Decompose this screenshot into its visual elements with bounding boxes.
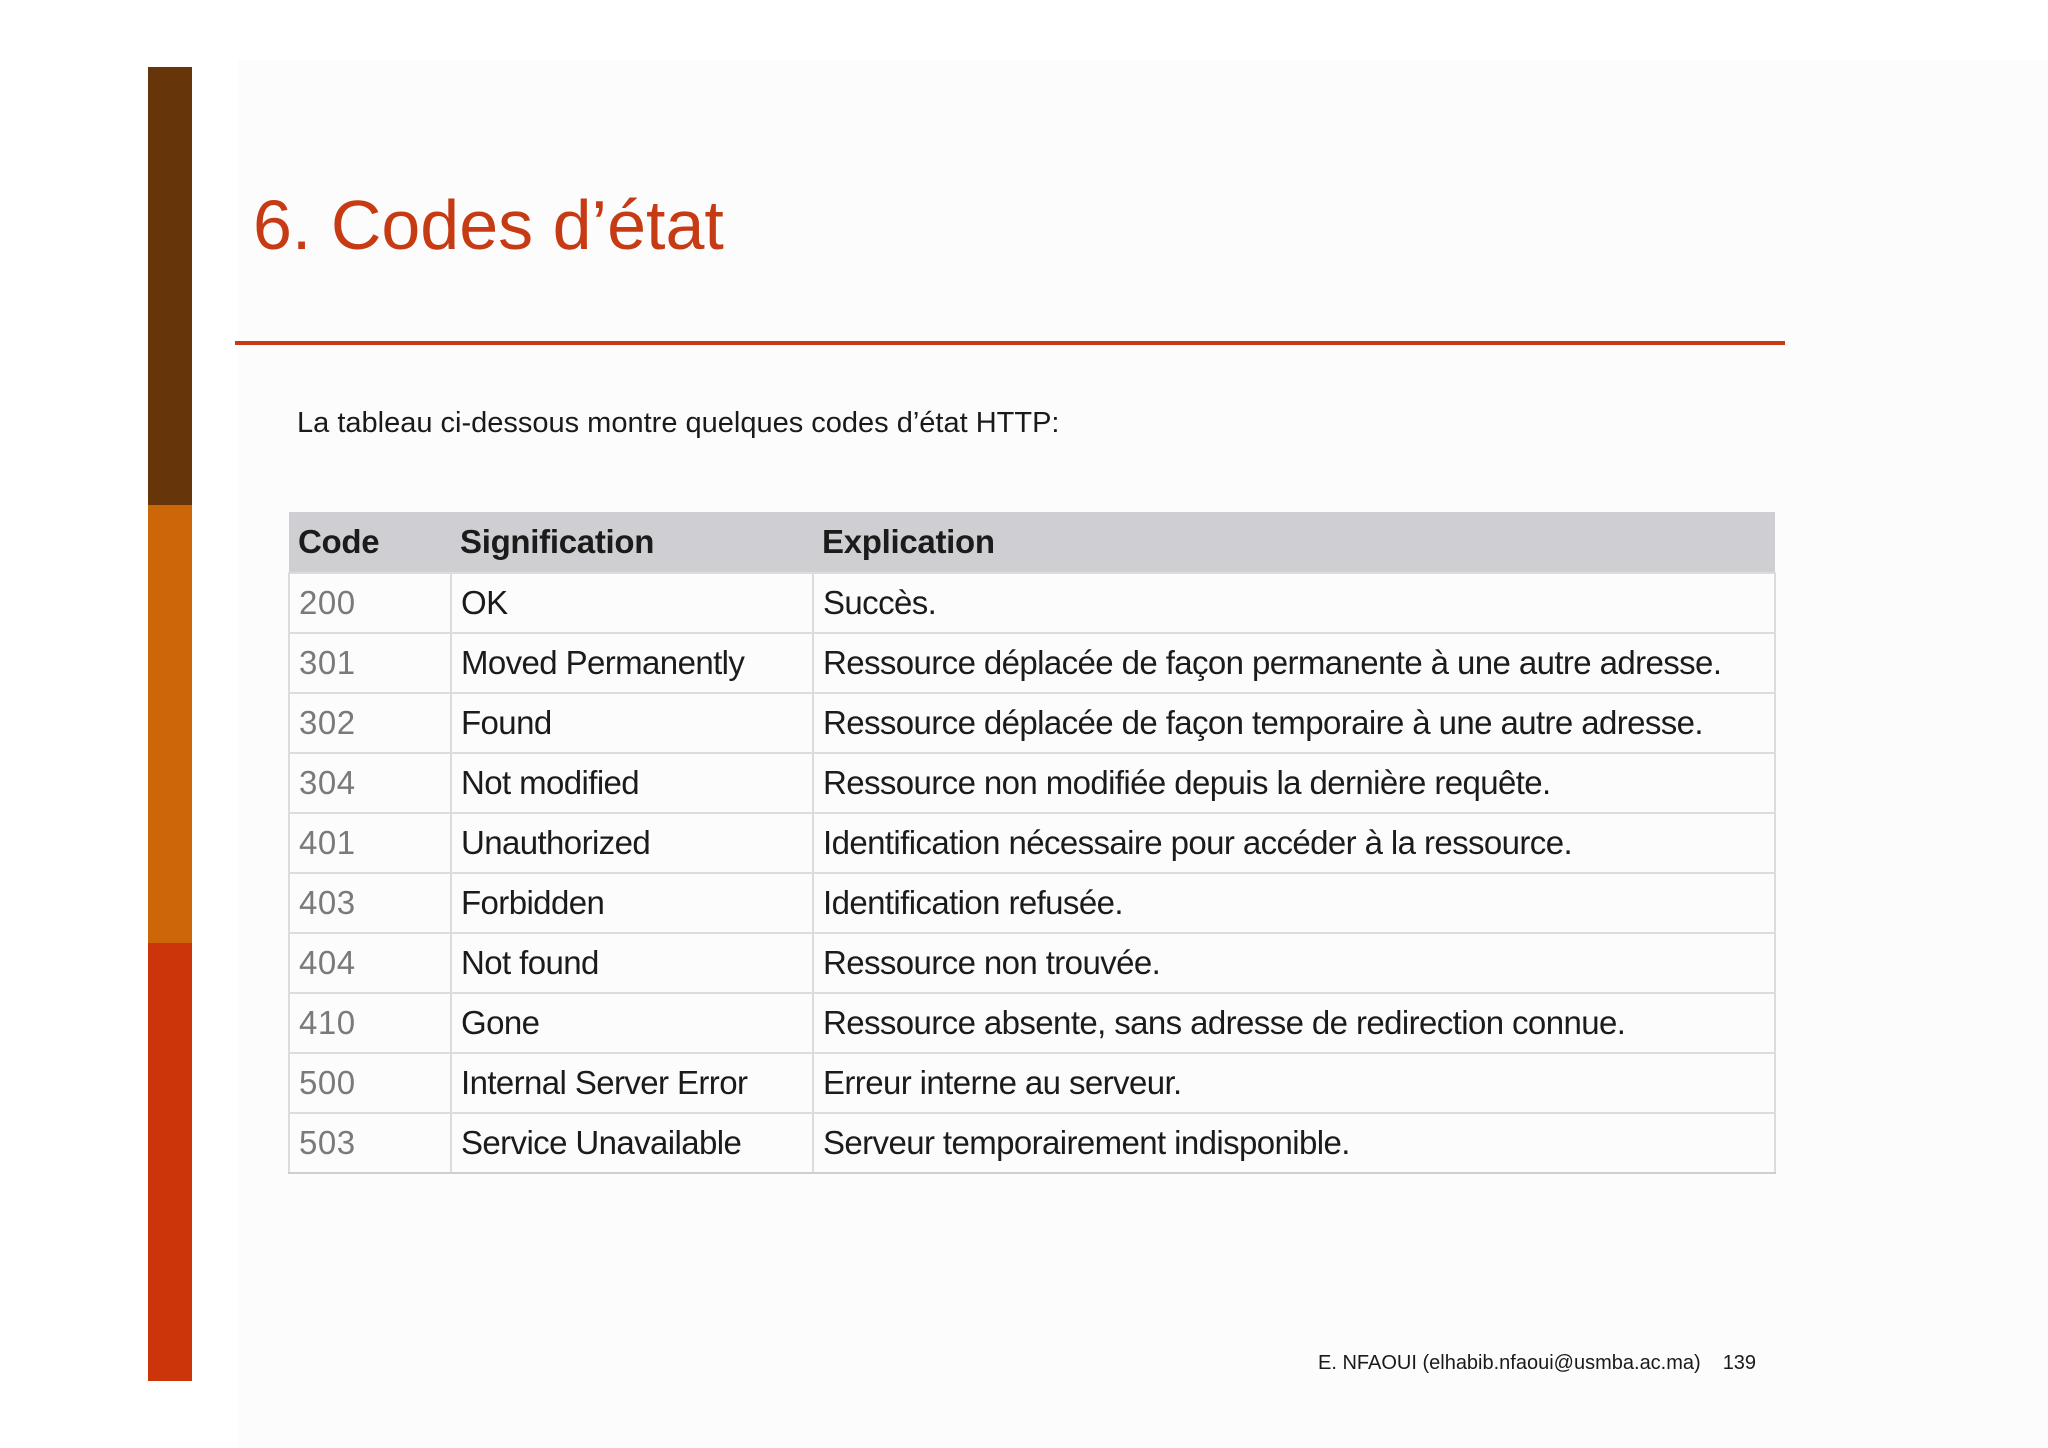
cell-signification: Moved Permanently: [451, 633, 813, 693]
cell-signification: Gone: [451, 993, 813, 1053]
cell-code: 302: [289, 693, 451, 753]
table-row: [289, 813, 1775, 873]
cell-signification: Service Unavailable: [451, 1113, 813, 1173]
cell-signification: Not found: [451, 933, 813, 993]
cell-code: 200: [289, 573, 451, 633]
table-row: [289, 1113, 1775, 1173]
cell-signification: Internal Server Error: [451, 1053, 813, 1113]
table-row: [289, 873, 1775, 933]
cell-code: 404: [289, 933, 451, 993]
page-number: 139: [1722, 1352, 1757, 1374]
header-explication: Explication: [813, 512, 1775, 573]
table-row: [289, 633, 1775, 693]
cell-explication: Identification refusée.: [813, 873, 1775, 933]
cell-signification: OK: [451, 573, 813, 633]
status-codes-table: [288, 512, 1774, 1174]
table-header-row: [289, 512, 1775, 573]
table-row: [289, 1053, 1775, 1113]
cell-signification: Unauthorized: [451, 813, 813, 873]
cell-signification: Found: [451, 693, 813, 753]
sidebar-bar-top: [148, 67, 192, 505]
cell-code: 301: [289, 633, 451, 693]
cell-code: 403: [289, 873, 451, 933]
cell-code: 500: [289, 1053, 451, 1113]
slide-footer: [1318, 1350, 1756, 1376]
cell-explication: Erreur interne au serveur.: [813, 1053, 1775, 1113]
sidebar-bar-middle: [148, 505, 192, 943]
title-divider: [235, 341, 1785, 345]
cell-explication: Ressource déplacée de façon temporaire à une autre adresse.: [813, 693, 1775, 753]
cell-explication: Succès.: [813, 573, 1775, 633]
footer-author: E. NFAOUI (elhabib.nfaoui@usmba.ac.ma): [1318, 1352, 1701, 1374]
cell-code: 304: [289, 753, 451, 813]
cell-code: 401: [289, 813, 451, 873]
header-signification: Signification: [451, 512, 813, 573]
header-code: Code: [289, 512, 451, 573]
sidebar-bar-bottom: [148, 943, 192, 1381]
cell-code: 410: [289, 993, 451, 1053]
cell-signification: Not modified: [451, 753, 813, 813]
table-row: [289, 993, 1775, 1053]
table-row: [289, 573, 1775, 633]
cell-code: 503: [289, 1113, 451, 1173]
table-row: [289, 933, 1775, 993]
cell-explication: Ressource absente, sans adresse de redirection connue.: [813, 993, 1775, 1053]
cell-explication: Ressource déplacée de façon permanente à une autre adresse.: [813, 633, 1775, 693]
slide-title: 6. Codes d’état: [253, 186, 724, 264]
intro-text: La tableau ci-dessous montre quelques codes d’état HTTP:: [297, 407, 1060, 439]
cell-explication: Identification nécessaire pour accéder à la ressource.: [813, 813, 1775, 873]
table-row: [289, 753, 1775, 813]
table-row: [289, 693, 1775, 753]
cell-explication: Ressource non modifiée depuis la dernière requête.: [813, 753, 1775, 813]
cell-signification: Forbidden: [451, 873, 813, 933]
cell-explication: Serveur temporairement indisponible.: [813, 1113, 1775, 1173]
cell-explication: Ressource non trouvée.: [813, 933, 1775, 993]
